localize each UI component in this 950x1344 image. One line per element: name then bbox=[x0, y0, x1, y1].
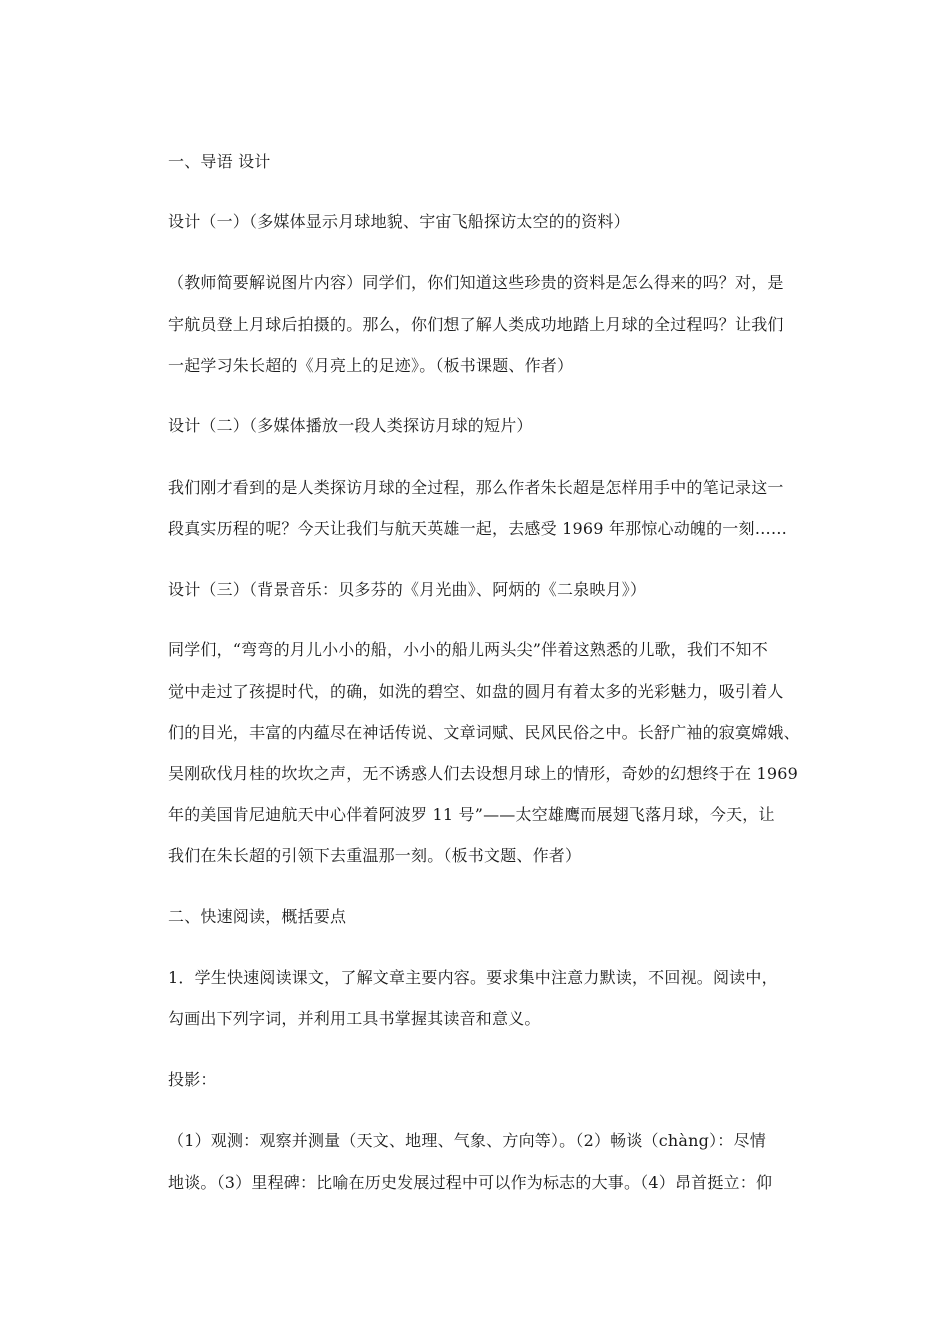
paragraph-line: （教师简要解说图片内容）同学们，你们知道这些珍贵的资料是怎么得来的吗？对，是 bbox=[168, 273, 784, 292]
paragraph-line: 1．学生快速阅读课文，了解文章主要内容。要求集中注意力默读，不回视。阅读中， bbox=[168, 968, 778, 987]
paragraph-line: 我们在朱长超的引领下去重温那一刻。（板书文题、作者） bbox=[168, 846, 582, 865]
paragraph-line: 宇航员登上月球后拍摄的。那么，你们想了解人类成功地踏上月球的全过程吗？让我们 bbox=[168, 315, 784, 334]
paragraph-line: 勾画出下列字词，并利用工具书掌握其读音和意义。 bbox=[168, 1009, 541, 1028]
paragraph-line: 觉中走过了孩提时代，的确，如洗的碧空、如盘的圆月有着太多的光彩魅力，吸引着人 bbox=[168, 682, 784, 701]
projection-label: 投影： bbox=[168, 1070, 217, 1089]
paragraph-line: 同学们，“弯弯的月儿小小的船，小小的船儿两头尖”伴着这熟悉的儿歌，我们不知不 bbox=[168, 640, 768, 659]
section-heading-intro: 一、导语 设计 bbox=[168, 152, 271, 171]
paragraph-line: 们的目光，丰富的内蕴尽在神话传说、文章词赋、民风民俗之中。长舒广袖的寂寞嫦娥、 bbox=[168, 723, 800, 742]
design-two-heading: 设计（二）（多媒体播放一段人类探访月球的短片） bbox=[168, 416, 533, 435]
paragraph-line: 段真实历程的呢？今天让我们与航天英雄一起，去感受 1969 年那惊心动魄的一刻…… bbox=[168, 519, 788, 538]
paragraph-line: 吴刚砍伐月桂的坎坎之声，无不诱惑人们去设想月球上的情形，奇妙的幻想终于在 1969 bbox=[168, 764, 799, 783]
paragraph-line: 地谈。（3）里程碑：比喻在历史发展过程中可以作为标志的大事。（4）昂首挺立：仰 bbox=[168, 1173, 773, 1192]
section-heading-reading: 二、快速阅读，概括要点 bbox=[168, 907, 347, 926]
paragraph-line: 我们刚才看到的是人类探访月球的全过程，那么作者朱长超是怎样用手中的笔记录这一 bbox=[168, 478, 784, 497]
design-three-heading: 设计（三）（背景音乐：贝多芬的《月光曲》、阿炳的《二泉映月》） bbox=[168, 580, 647, 599]
paragraph-line: （1）观测：观察并测量（天文、地理、气象、方向等）。（2）畅谈（chàng）：尽情 bbox=[168, 1131, 766, 1150]
paragraph-line: 一起学习朱长超的《月亮上的足迹》。（板书课题、作者） bbox=[168, 356, 574, 375]
design-one-heading: 设计（一）（多媒体显示月球地貌、宇宙飞船探访太空的的资料） bbox=[168, 212, 630, 231]
paragraph-line: 年的美国肯尼迪航天中心伴着阿波罗 11 号”——太空雄鹰而展翅飞落月球，今天，让 bbox=[168, 805, 775, 824]
